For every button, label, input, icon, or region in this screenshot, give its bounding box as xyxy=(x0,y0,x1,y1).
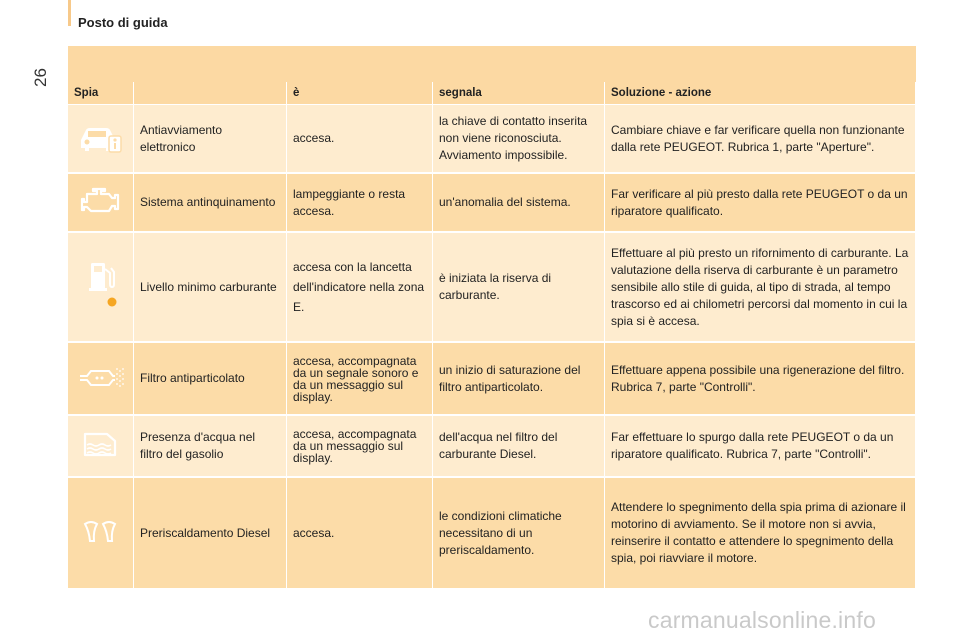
table-row xyxy=(68,105,916,174)
water-in-diesel-icon xyxy=(77,424,125,464)
row-signals: un inizio di saturazione del filtro antiparticolato. xyxy=(433,343,605,416)
col-header-signals: segnala xyxy=(433,82,605,105)
row-signals: è iniziata la riserva di carburante. xyxy=(433,233,605,343)
row-signals: un'anomalia del sistema. xyxy=(433,174,605,233)
col-header-state: è xyxy=(287,82,433,105)
row-name: Sistema antinquinamento xyxy=(134,174,287,233)
row-solution: Effettuare al più presto un rifornimento di carburante. La valutazione della riserva di carburante è un parametro sensibile allo stile di guida, al tipo di strada, al tempo trascorso ed ai chilometri percorsi dal momento in cui la spia si è accesa. xyxy=(605,233,916,343)
warning-lights-table xyxy=(68,82,916,590)
watermark: carmanualsonline.info xyxy=(648,607,876,633)
row-solution: Effettuare appena possibile una rigenerazione del filtro. Rubrica 7, parte "Controlli". xyxy=(605,343,916,416)
row-signals: dell'acqua nel filtro del carburante Diesel. xyxy=(433,416,605,478)
icon-cell xyxy=(68,105,134,174)
row-name: Presenza d'acqua nel filtro del gasolio xyxy=(134,416,287,478)
icon-cell xyxy=(68,416,134,478)
col-header-solution: Soluzione - azione xyxy=(605,82,916,105)
section-title: Posto di guida xyxy=(78,15,168,30)
table-header-row xyxy=(68,82,916,105)
row-solution: Cambiare chiave e far verificare quella non funzionante dalla rete PEUGEOT. Rubrica 1, parte "Aperture". xyxy=(605,105,916,174)
row-state: accesa. xyxy=(287,105,433,174)
icon-cell xyxy=(68,478,134,590)
page-number-wrap xyxy=(30,66,52,106)
row-state: lampeggiante o resta accesa. xyxy=(287,174,433,233)
icon-cell xyxy=(68,174,134,233)
row-solution: Far verificare al più presto dalla rete PEUGEOT o da un riparatore qualificato. xyxy=(605,174,916,233)
row-state: accesa, accompagnata da un messaggio sul display. xyxy=(287,416,433,478)
table-row xyxy=(68,174,916,233)
row-solution: Far effettuare lo spurgo dalla rete PEUGEOT o da un riparatore qualificato. Rubrica 7, parte "Controlli". xyxy=(605,416,916,478)
table-row xyxy=(68,416,916,478)
page-number: 26 xyxy=(31,68,50,87)
row-name: Antiavviamento elettronico xyxy=(134,105,287,174)
row-solution: Attendere lo spegnimento della spia prima di azionare il motorino di avviamento. Se il motore non si avvia, reinserire il contatto e attendere lo spegnimento della spia, poi riavviare il motore. xyxy=(605,478,916,590)
row-signals: la chiave di contatto inserita non viene riconosciuta. Avviamento impossibile. xyxy=(433,105,605,174)
engine-icon xyxy=(77,180,125,220)
row-state: accesa con la lancetta dell'indicatore nella zona E. xyxy=(287,233,433,343)
row-signals: le condizioni climatiche necessitano di un preriscaldamento. xyxy=(433,478,605,590)
icon-cell xyxy=(68,233,134,343)
row-name: Preriscaldamento Diesel xyxy=(134,478,287,590)
table-title-band xyxy=(68,46,916,82)
table-row xyxy=(68,478,916,590)
row-name: Filtro antiparticolato xyxy=(134,343,287,416)
table-row xyxy=(68,233,916,343)
icon-cell xyxy=(68,343,134,416)
particulate-filter-icon xyxy=(77,356,125,396)
row-state: accesa, accompagnata da un segnale sonoro e da un messaggio sul display. xyxy=(287,343,433,416)
row-state: accesa. xyxy=(287,478,433,590)
table-row xyxy=(68,343,916,416)
section-marker xyxy=(68,0,71,26)
col-header-spia: Spia xyxy=(68,82,134,105)
glow-plug-icon xyxy=(77,511,125,551)
col-header-name xyxy=(134,82,287,105)
immobiliser-key-car-icon xyxy=(77,116,125,156)
fuel-pump-icon xyxy=(77,255,125,315)
row-name: Livello minimo carburante xyxy=(134,233,287,343)
